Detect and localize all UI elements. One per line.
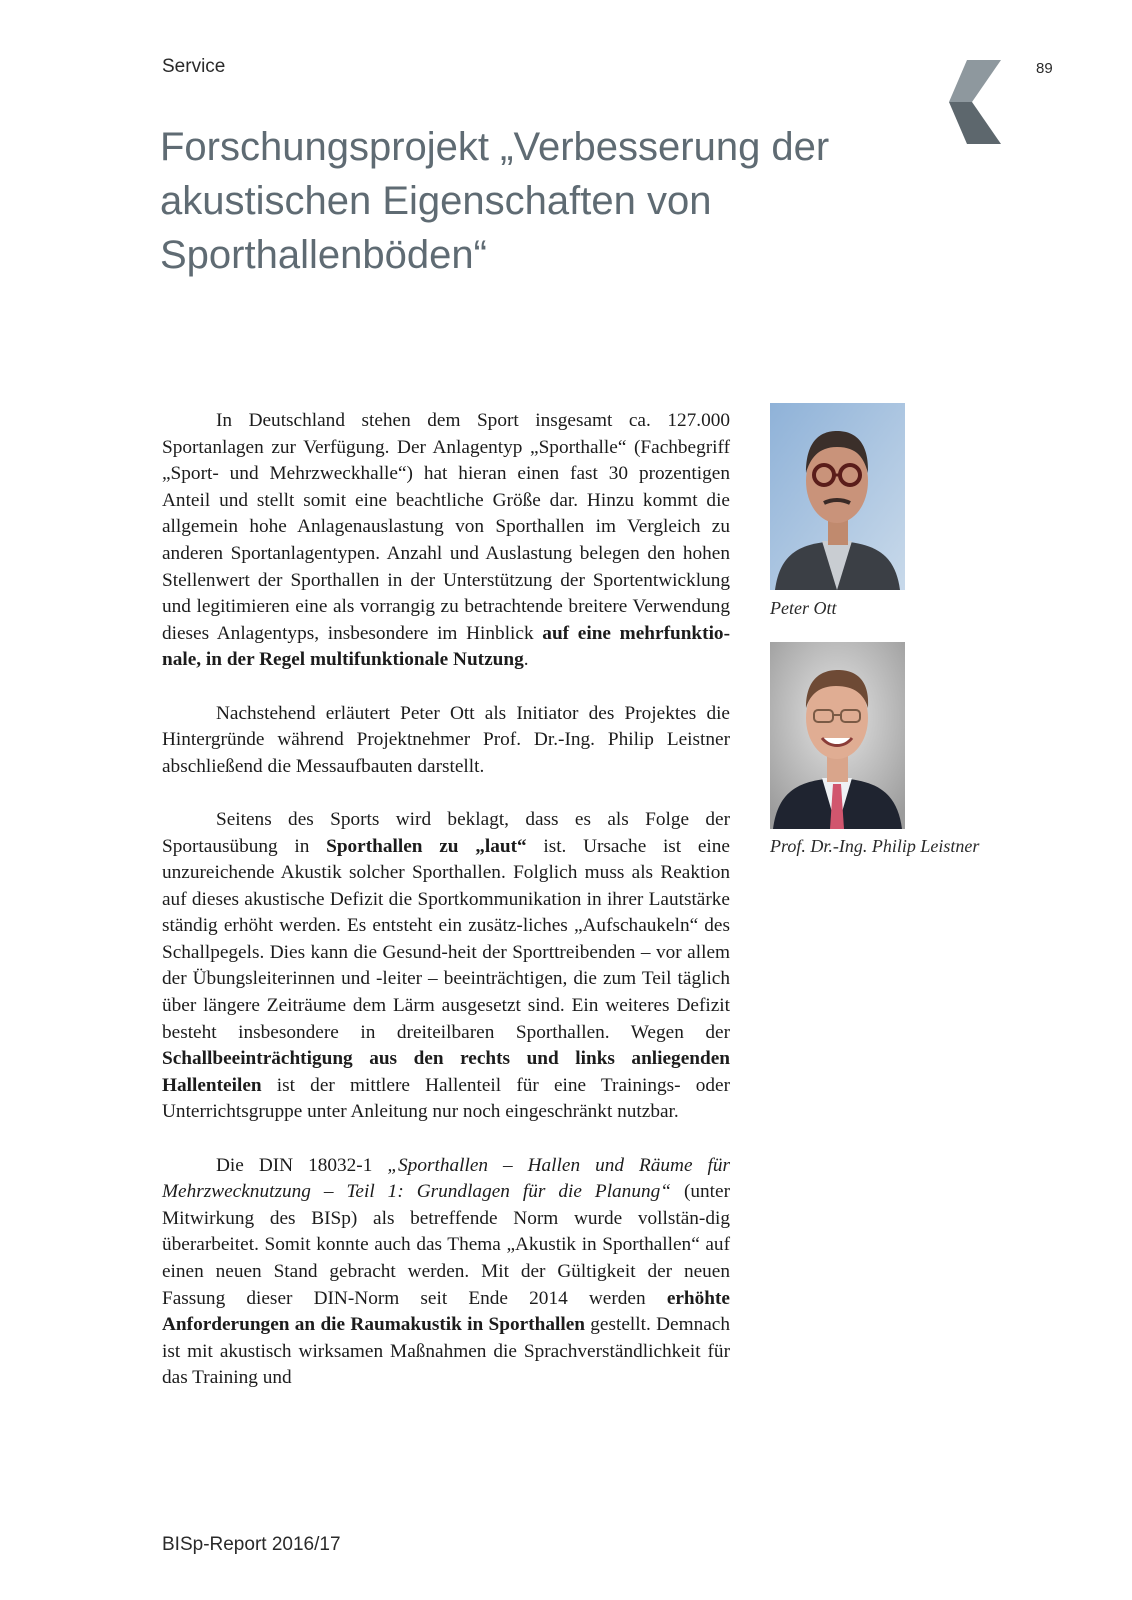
paragraph-2: Nachstehend erläutert Peter Ott als Initiator des Projektes die Hintergründe während Projektnehmer Prof. Dr.-Ing. Philip Leistner abschließend die Messaufbauten darstellt. bbox=[162, 702, 730, 777]
footer-report-label: BISp-Report 2016/17 bbox=[162, 1534, 341, 1555]
p1-end: . bbox=[523, 649, 529, 671]
chevron-logo-icon bbox=[945, 60, 1001, 144]
p3-bold-1: Sporthallen zu „laut“ bbox=[326, 835, 527, 857]
p4-bold: erhöhte Anforderungen an die Raumakustik in Sporthallen bbox=[162, 1287, 730, 1336]
portrait-photo-philip-leistner bbox=[770, 642, 905, 829]
portrait-photo-peter-ott bbox=[770, 403, 905, 590]
section-label: Service bbox=[162, 56, 226, 77]
p3-c: ist der mittlere Hallenteil für eine Trainings- oder Unterrichtsgruppe unter Anleitung nur noch eingeschränkt nutzbar. bbox=[162, 1074, 730, 1123]
p1-bold: auf eine mehrfunktio-nale, in der Regel multifunktionale Nutzung bbox=[162, 622, 730, 671]
portrait-image bbox=[770, 403, 905, 590]
paragraph-4 bbox=[162, 1153, 730, 1392]
portrait-image bbox=[770, 642, 905, 829]
article-title bbox=[160, 120, 860, 282]
p4-b: (unter Mitwirkung des BISp) als betreffende Norm wurde vollstän-dig überarbeitet. Somit konnte auch das Thema „Akustik in Sporthallen“ auf einen neuen Stand gebracht werden. Mit der Gültigkeit der neuen Fassung dieser DIN-Norm seit Ende 2014 werden bbox=[162, 1181, 731, 1309]
p3-b: ist. Ursache ist eine unzureichende Akustik solcher Sporthallen. Folglich muss als Reaktion auf dieses akustische Defizit die Sportkommunikation in ihrer Lautstärke ständig erhöht werden. Es entsteht ein zusätz-liches „Aufschaukeln“ des Schallpegels. Dies kann die Gesund-heit der Sporttreibenden – vor allem der Übungsleiterinnen und -leiter – beeinträchtigen, die zum Teil täglich über längere Zeiträume dem Lärm ausgesetzt sind. Ein weiteres Defizit besteht insbesondere in dreiteilbaren Sporthallen. Wegen der bbox=[162, 835, 730, 1043]
article-body bbox=[162, 408, 730, 1419]
p4-a: Die DIN 18032-1 bbox=[216, 1154, 388, 1176]
title-line-2: akustischen Eigenschaften von bbox=[160, 179, 712, 223]
p1-text: In Deutschland stehen dem Sport insgesamt ca. 127.000 Sportanlagen zur Verfügung. Der Anlagentyp „Sporthalle“ (Fachbegriff „Sport- und Mehrzweckhalle“) hat hieran einen fast 30 prozentigen Anteil und stellt somit eine beachtliche Größe dar. Hinzu kommt die allgemein hohe Anlagenauslastung von Sporthallen im Vergleich zu anderen Sportanlagentypen. Anzahl und Auslastung belegen den hohen Stellenwert der Sporthallen in der Unterstützung der Sportentwicklung und legitimieren eine als vorrangig zu betrachtende breitere Verwendung dieses Anlagentyps, insbesondere im Hinblick bbox=[162, 410, 730, 644]
paragraph-3 bbox=[162, 807, 730, 1126]
title-line-3: Sporthallenböden“ bbox=[160, 233, 487, 277]
p3-a: Seitens des Sports wird beklagt, dass es als Folge der Sportausübung in bbox=[162, 808, 730, 857]
caption-philip-leistner: Prof. Dr.-Ing. Philip Leistner bbox=[770, 836, 980, 856]
caption-peter-ott: Peter Ott bbox=[770, 598, 837, 618]
p3-bold-2: Schallbeeinträchtigung aus den rechts und links anliegenden Hallenteilen bbox=[162, 1048, 730, 1096]
page-number: 89 bbox=[1036, 60, 1053, 77]
p4-c: gestellt. Demnach ist mit akustisch wirksamen Maßnahmen die Sprachverständlichkeit für das Training und bbox=[162, 1314, 730, 1389]
paragraph-1 bbox=[162, 408, 730, 674]
p4-italic: „Sporthallen – Hallen und Räume für Mehrzwecknutzung – Teil 1: Grundlagen für die Planung“ bbox=[162, 1154, 730, 1203]
title-line-1: Forschungsprojekt „Verbesserung der bbox=[160, 125, 830, 169]
